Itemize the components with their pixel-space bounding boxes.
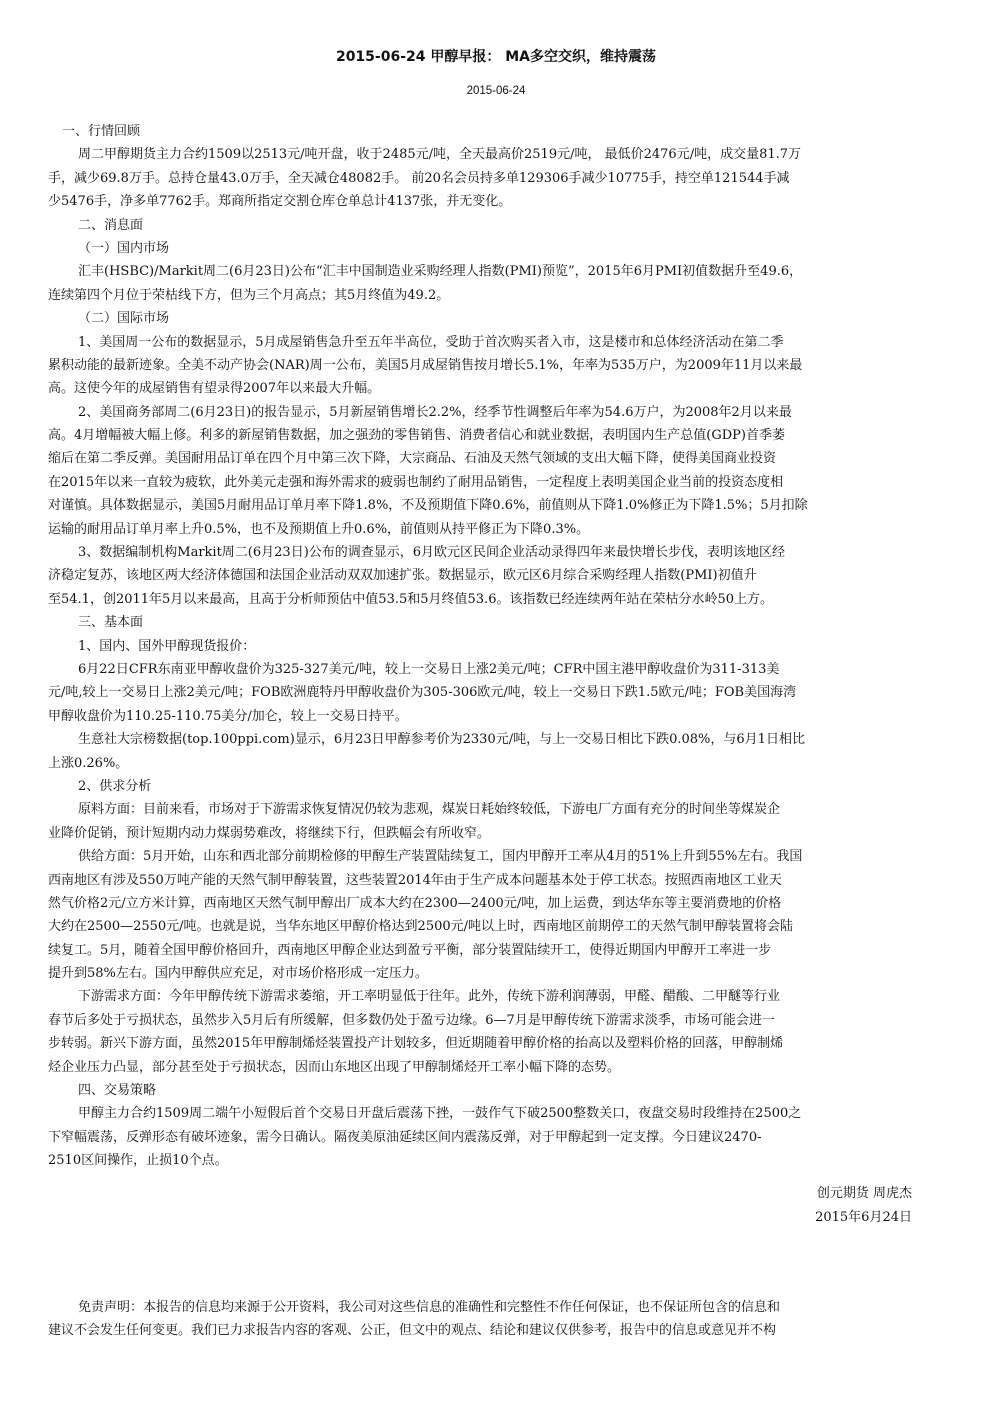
report-body — [48, 120, 912, 1173]
disclaimer-line: 免责声明：本报告的信息均来源于公开资料，我公司对这些信息的准确性和完整性不作任何保证，也不保证所包含的信息和 — [78, 1300, 781, 1315]
body-line: 然气价格2元/立方米计算，西南地区天然气制甲醇出厂成本大约在2300—2400元/吨，加上运费，到达华东等主要消费地的价格 — [48, 895, 782, 911]
body-line: 手，减少69.8万手。总持仓量43.0万手，全天减仓48082手。 前20名会员持多单129306手减少10775手，持空单121544手减 — [48, 170, 790, 186]
body-line: 春节后多处于亏损状态，虽然步入5月后有所缓解，但多数仍处于盈亏边缘。6—7月是甲醇传统下游需求淡季，市场可能会进一 — [48, 1012, 775, 1028]
body-line: 生意社大宗榜数据(top.100ppi.com)显示，6月23日甲醇参考价为2330元/吨，与上一交易日相比下跌0.08%，与6月1日相比 — [78, 732, 805, 748]
body-line: 下游需求方面：今年甲醇传统下游需求萎缩，开工率明显低于往年。此外，传统下游利润薄弱，甲醛、醋酸、二甲醚等行业 — [78, 989, 781, 1005]
body-line: 一、行情回顾 — [62, 124, 141, 139]
body-line: 上涨0.26%。 — [48, 755, 129, 771]
body-line: 累积动能的最新迹象。全美不动产协会(NAR)周一公布，美国5月成屋销售按月增长5.1%，年率为535万户，为2009年11月以来最 — [48, 357, 803, 373]
body-line: 业降价促销，预计短期内动力煤弱势难改，将继续下行，但跌幅会有所收窄。 — [48, 825, 491, 841]
signature-date: 2015年6月24日 — [815, 1210, 912, 1225]
body-line: 少5476手，净多单7762手。郑商所指定交割仓库仓单总计4137张，并无变化。 — [48, 194, 512, 210]
body-line: 提升到58%左右。国内甲醇供应充足，对市场价格形成一定压力。 — [48, 966, 428, 982]
body-line: （二）国际市场 — [78, 311, 170, 327]
body-line: 3、数据编制机构Markit周二(6月23日)公布的调查显示，6月欧元区民间企业活动录得四年来最快增长步伐，表明该地区经 — [78, 545, 786, 561]
report-date: 2015-06-24 — [466, 85, 526, 97]
disclaimer-line: 建议不会发生任何变更。我们已力求报告内容的客观、公正，但文中的观点、结论和建议仅供参考，报告中的信息或意见并不构 — [48, 1323, 777, 1339]
body-line: 高。这使今年的成屋销售有望录得2007年以来最大升幅。 — [48, 381, 381, 397]
body-line: 大约在2500—2550元/吨。也就是说，当华东地区甲醇价格达到2500元/吨以上时，西南地区前期停工的天然气制甲醇装置将会陆 — [48, 919, 794, 935]
body-line: 甲醇收盘价为110.25-110.75美分/加仑，较上一交易日持平。 — [48, 708, 408, 724]
body-line: 甲醇主力合约1509周二端午小短假后首个交易日开盘后震荡下挫，一鼓作气下破2500整数关口，夜盘交易时段维持在2500之 — [78, 1106, 802, 1122]
body-line: 下窄幅震荡，反弹形态有破坏迹象，需今日确认。隔夜美原油延续区间内震荡反弹，对于甲醇起到一定支撑。今日建议2470- — [48, 1129, 762, 1145]
body-line: 四、交易策略 — [78, 1083, 157, 1099]
body-line: 续复工。5月，随着全国甲醇价格回升，西南地区甲醇企业达到盈亏平衡，部分装置陆续开工，使得近期国内甲醇开工率进一步 — [48, 942, 772, 958]
report-title: 2015-06-24 甲醇早报： MA多空交织，维持震荡 — [335, 49, 657, 65]
body-line: 元/吨,较上一交易日上涨2美元/吨；FOB欧洲鹿特丹甲醇收盘价为305-306欧元/吨，较上一交易日下跌1.5欧元/吨；FOB美国海湾 — [48, 685, 797, 701]
body-line: 西南地区有涉及550万吨产能的天然气制甲醇装置，这些装置2014年由于生产成本问题基本处于停工状态。按照西南地区工业天 — [48, 872, 782, 888]
body-line: 至54.1，创2011年5月以来最高，且高于分析师预估中值53.5和5月终值53.6。该指数已经连续两年站在荣枯分水岭50上方。 — [48, 591, 774, 607]
disclaimer — [48, 1296, 918, 1343]
body-line: 6月22日CFR东南亚甲醇收盘价为325-327美元/吨，较上一交易日上涨2美元/吨；CFR中国主港甲醇收盘价为311-313美 — [78, 661, 780, 677]
body-line: 2、供求分析 — [78, 778, 152, 794]
body-line: 连续第四个月位于荣枯线下方，但为三个月高点；其5月终值为49.2。 — [48, 287, 450, 303]
body-line: 步转弱。新兴下游方面，虽然2015年甲醇制烯烃装置投产计划较多，但近期随着甲醇价格的抬高以及塑料价格的回落，甲醇制烯 — [48, 1036, 784, 1052]
body-line: 二、消息面 — [78, 217, 144, 233]
body-line: 三、基本面 — [78, 615, 144, 631]
body-line: 1、国内、国外甲醇现货报价： — [78, 638, 256, 654]
signature-author: 创元期货 周虎杰 — [816, 1186, 912, 1201]
body-line: 周二甲醇期货主力合约1509以2513元/吨开盘，收于2485元/吨，全天最高价2519元/吨， 最低价2476元/吨，成交量81.7万 — [78, 147, 802, 163]
body-line: 2510区间操作，止损10个点。 — [48, 1153, 228, 1169]
body-line: 高。4月增幅被大幅上修。利多的新屋销售数据，加之强劲的零售销售、消费者信心和就业数据，表明国内生产总值(GDP)首季萎 — [48, 428, 785, 444]
body-line: 原料方面：目前来看，市场对于下游需求恢复情况仍较为悲观，煤炭日耗始终较低，下游电厂方面有充分的时间坐等煤炭企 — [78, 802, 781, 818]
body-line: 缩后在第二季反弹。美国耐用品订单在四个月中第三次下降，大宗商品、石油及天然气领域的支出大幅下降，使得美国商业投资 — [48, 451, 777, 467]
body-line: 对谨慎。具体数据显示，美国5月耐用品订单月率下降1.8%，不及预期值下降0.6%，前值则从下降1.0%修正为下降1.5%；5月扣除 — [48, 498, 808, 514]
body-line: 2、美国商务部周二(6月23日)的报告显示，5月新屋销售增长2.2%，经季节性调整后年率为54.6万户，为2008年2月以来最 — [78, 404, 792, 420]
body-line: 汇丰(HSBC)/Markit周二(6月23日)公布“汇丰中国制造业采购经理人指数(PMI)预览”，2015年6月PMI初值数据升至49.6， — [78, 264, 803, 280]
body-line: （一）国内市场 — [78, 240, 170, 256]
body-line: 运输的耐用品订单月率上升0.5%，也不及预期值上升0.6%，前值则从持平修正为下降0.3%。 — [48, 521, 590, 537]
body-line: 1、美国周一公布的数据显示，5月成屋销售急升至五年半高位，受助于首次购买者入市，这是楼市和总体经济活动在第二季 — [78, 334, 784, 350]
body-line: 供给方面：5月开始，山东和西北部分前期检修的甲醇生产装置陆续复工，国内甲醇开工率从4月的51%上升到55%左右。我国 — [78, 849, 803, 865]
body-line: 济稳定复苏，该地区两大经济体德国和法国企业活动双双加速扩张。数据显示，欧元区6月综合采购经理人指数(PMI)初值升 — [48, 568, 757, 584]
body-line: 在2015年以来一直较为疲软，此外美元走强和海外需求的疲弱也制约了耐用品销售，一定程度上表明美国企业当前的投资态度相 — [48, 474, 784, 490]
body-line: 烃企业压力凸显，部分甚至处于亏损状态，因而山东地区出现了甲醇制烯烃开工率小幅下降的态势。 — [48, 1059, 621, 1075]
